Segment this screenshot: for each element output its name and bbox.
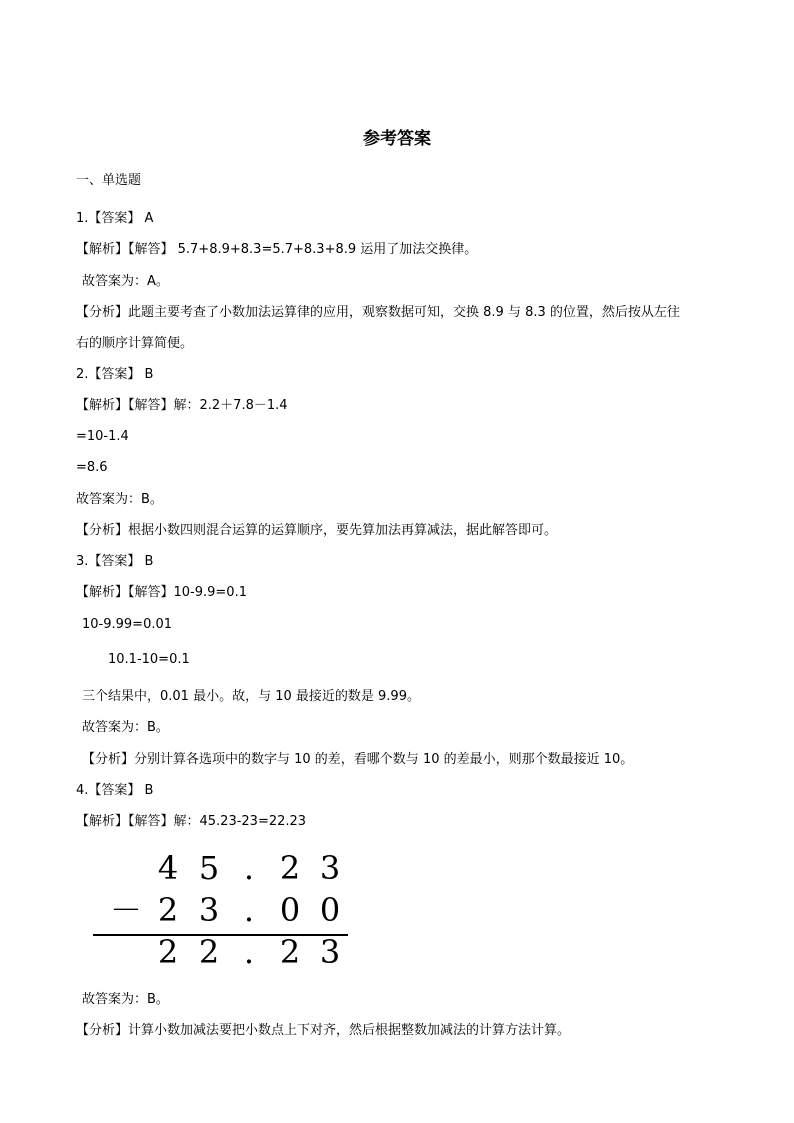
decimal-point: . [243, 891, 255, 929]
q1-explain: 【解析】【解答】 5.7+8.9+8.3=5.7+8.3+8.9 运用了加法交换律。 [76, 242, 478, 257]
page-title: 参考答案 [363, 129, 431, 149]
decimal-point: . [243, 933, 255, 971]
decimal-point: . [243, 849, 255, 887]
difference-row [93, 932, 353, 972]
q2-explain: 【解析】【解答】解：2.2＋7.8－1.4 [76, 398, 288, 413]
section-heading: 一、单选题 [76, 173, 142, 188]
q3-summary: 三个结果中，0.01 最小。故，与 10 最接近的数是 9.99。 [82, 689, 420, 704]
q2-conclusion: 故答案为：B。 [76, 492, 163, 507]
digit: 2 [198, 933, 220, 971]
minus-sign: － [110, 891, 143, 929]
q1-analysis-line2: 右的顺序计算简便。 [76, 336, 194, 351]
q4-answer: 4.【答案】 B [76, 783, 154, 798]
digit: 2 [279, 849, 301, 887]
q1-analysis-line1: 【分析】此题主要考查了小数加法运算律的应用，观察数据可知，交换 8.9 与 8.3 的位置，然后按从左往 [76, 305, 680, 320]
digit: 3 [319, 849, 341, 887]
q3-step2: 10.1-10=0.1 [108, 652, 190, 667]
digit: 3 [319, 933, 341, 971]
digit: 2 [157, 933, 179, 971]
q2-answer: 2.【答案】 B [76, 367, 154, 382]
q2-analysis: 【分析】根据小数四则混合运算的运算顺序，要先算加法再算减法，据此解答即可。 [76, 523, 558, 538]
q2-step1: =10-1.4 [76, 429, 129, 444]
q2-step2: =8.6 [76, 460, 108, 475]
q4-analysis: 【分析】计算小数加减法要把小数点上下对齐，然后根据整数加减法的计算方法计算。 [76, 1023, 571, 1038]
digit: 5 [198, 849, 220, 887]
q4-explain: 【解析】【解答】解：45.23-23=22.23 [76, 814, 307, 829]
q3-step1: 10-9.99=0.01 [82, 617, 173, 632]
q3-answer: 3.【答案】 B [76, 554, 154, 569]
q3-conclusion: 故答案为：B。 [82, 720, 169, 735]
vertical-subtraction [93, 846, 353, 978]
q3-analysis: 【分析】分别计算各选项中的数字与 10 的差，看哪个数与 10 的差最小，则那个数最接近 10。 [82, 752, 634, 767]
q1-answer: 1.【答案】 A [76, 211, 154, 226]
digit: 4 [157, 849, 179, 887]
digit: 0 [279, 891, 301, 929]
subtrahend-row [93, 890, 353, 930]
digit: 0 [319, 891, 341, 929]
digit: 2 [279, 933, 301, 971]
minuend-row [93, 848, 353, 888]
digit: 3 [198, 891, 220, 929]
q4-conclusion: 故答案为：B。 [82, 992, 169, 1007]
q3-explain: 【解析】【解答】10-9.9=0.1 [76, 585, 247, 600]
digit: 2 [157, 891, 179, 929]
q1-conclusion: 故答案为：A。 [82, 274, 169, 289]
